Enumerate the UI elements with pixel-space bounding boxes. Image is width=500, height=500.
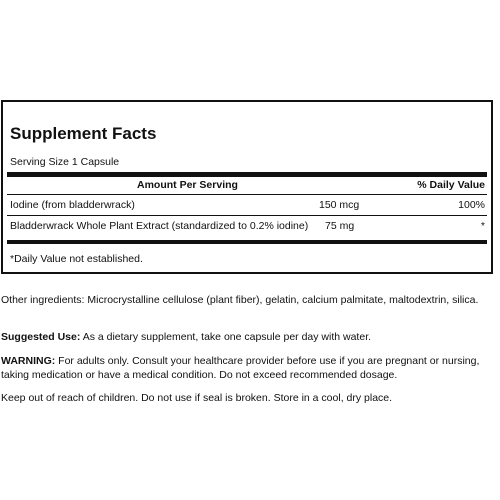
warning bbox=[1, 354, 491, 382]
row-iodine-dv: 100% bbox=[458, 199, 485, 211]
supplement-facts-panel bbox=[1, 100, 493, 274]
suggested-use-label: Suggested Use: bbox=[1, 331, 81, 343]
row-bladderwrack-amount: 75 mg bbox=[325, 220, 355, 232]
suggested-use-text: As a dietary supplement, take one capsule per day with water. bbox=[80, 331, 372, 343]
other-ingredients: Other ingredients: Microcrystalline cellulose (plant fiber), gelatin, calcium palmitate, maltodextrin, silica. bbox=[1, 294, 479, 306]
daily-value-footnote: *Daily Value not established. bbox=[10, 253, 143, 265]
thick-divider bbox=[7, 172, 487, 177]
row-iodine-amount: 150 mcg bbox=[319, 199, 360, 211]
amount-per-serving-header: Amount Per Serving bbox=[137, 179, 238, 191]
warning-label: WARNING: bbox=[1, 355, 56, 367]
daily-value-header: % Daily Value bbox=[417, 179, 485, 191]
row-bladderwrack-dv: * bbox=[480, 220, 485, 232]
row-divider bbox=[7, 215, 487, 216]
bottom-divider bbox=[7, 240, 487, 244]
storage-instructions: Keep out of reach of children. Do not use if seal is broken. Store in a cool, dry place. bbox=[1, 392, 393, 404]
warning-text: For adults only. Consult your healthcare provider before use if you are pregnant or nursing, taking medication or have a medical condition. Do not exceed recommended dosage. bbox=[1, 355, 480, 381]
supplement-facts-title: Supplement Facts bbox=[10, 124, 157, 143]
row-iodine-name: Iodine (from bladderwrack) bbox=[10, 199, 135, 211]
row-bladderwrack-name: Bladderwrack Whole Plant Extract (standardized to 0.2% iodine) bbox=[10, 220, 309, 232]
header-divider bbox=[7, 194, 487, 195]
suggested-use bbox=[1, 330, 491, 344]
serving-size: Serving Size 1 Capsule bbox=[10, 156, 120, 168]
